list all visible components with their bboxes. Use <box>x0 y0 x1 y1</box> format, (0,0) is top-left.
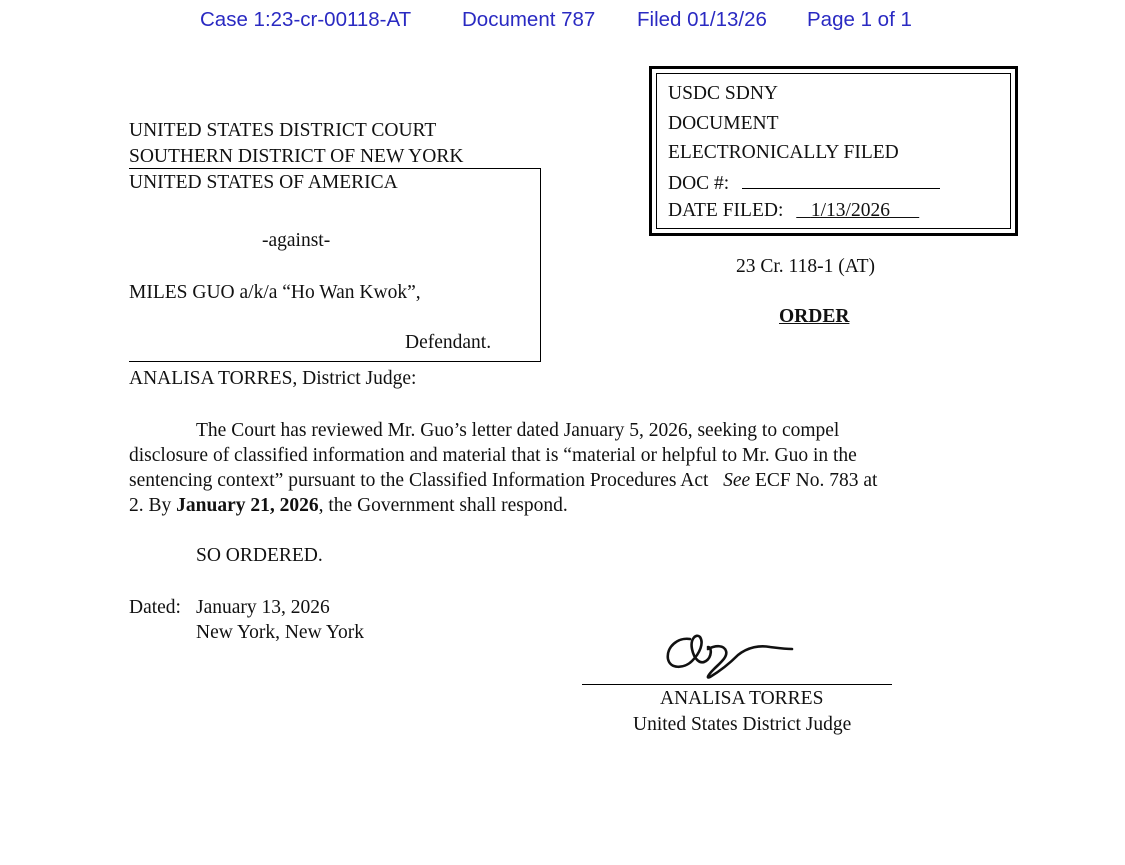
body-line-1: The Court has reviewed Mr. Guo’s letter dated January 5, 2026, seeking to compel <box>196 420 840 441</box>
filing-stamp <box>649 66 1018 236</box>
order-title: ORDER <box>779 306 850 327</box>
header-case-number: Case 1:23-cr-00118-AT <box>200 8 412 31</box>
against-label: -against- <box>262 230 331 251</box>
stamp-date-label: DATE FILED: <box>668 200 784 221</box>
case-number: 23 Cr. 118-1 (AT) <box>736 256 876 277</box>
stamp-doc-blank <box>742 171 940 189</box>
plaintiff-name: UNITED STATES OF AMERICA <box>129 172 398 193</box>
dated-label: Dated: <box>129 597 181 618</box>
ecf-header <box>0 6 1125 36</box>
stamp-court: USDC SDNY <box>668 83 778 104</box>
so-ordered: SO ORDERED. <box>196 545 323 566</box>
signer-name: ANALISA TORRES <box>660 688 824 709</box>
court-name-line2: SOUTHERN DISTRICT OF NEW YORK <box>129 146 464 167</box>
defendant-name: MILES GUO a/k/a “Ho Wan Kwok”, <box>129 282 421 303</box>
court-name-line1: UNITED STATES DISTRICT COURT <box>129 120 437 141</box>
signer-title: United States District Judge <box>633 714 852 735</box>
stamp-electronically-filed: ELECTRONICALLY FILED <box>668 142 899 163</box>
body-line-4: 2. By January 21, 2026, the Government shall respond. <box>129 495 568 516</box>
header-document-number: Document 787 <box>462 8 596 31</box>
dated-place: New York, New York <box>196 622 364 643</box>
defendant-label: Defendant. <box>405 332 492 353</box>
signature-line <box>582 684 892 685</box>
stamp-date-value: 1/13/2026 <box>810 200 890 221</box>
see-signal: See <box>723 470 751 491</box>
header-page-count: Page 1 of 1 <box>807 8 912 31</box>
header-filed-date: Filed 01/13/26 <box>637 8 767 31</box>
judge-signature <box>660 625 800 685</box>
response-deadline: January 21, 2026 <box>176 495 319 516</box>
body-line-2: disclosure of classified information and material that is “material or helpful to Mr. Guo in the <box>129 445 857 466</box>
order-body <box>129 418 989 518</box>
stamp-date-filed <box>668 200 919 222</box>
body-line-3: sentencing context” pursuant to the Classified Information Procedures Act See ECF No. 783 at <box>129 470 878 491</box>
dated-date: January 13, 2026 <box>196 597 330 618</box>
stamp-document: DOCUMENT <box>668 113 779 134</box>
stamp-doc-label: DOC #: <box>668 173 730 194</box>
judge-heading: ANALISA TORRES, District Judge: <box>129 368 417 389</box>
stamp-doc-number <box>668 171 940 195</box>
